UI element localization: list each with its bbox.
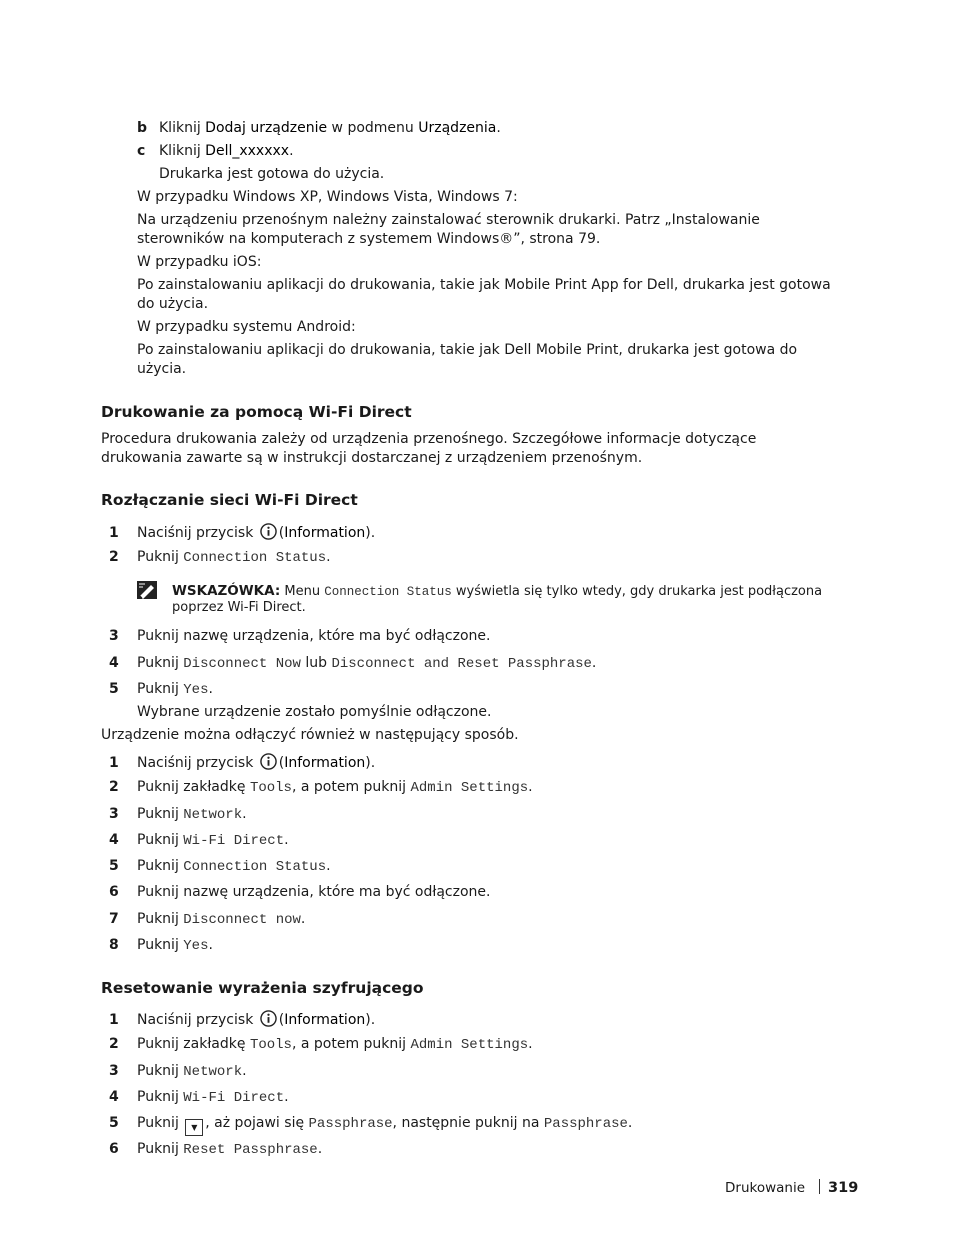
text: Puknij nazwę urządzenia, które ma być odłączone. — [137, 884, 491, 900]
alt-step-4 — [109, 832, 289, 849]
section1-text-line1: Procedura drukowania zależy od urządzenia przenośnego. Szczegółowe informacje dotyczące — [101, 431, 757, 447]
text: Puknij — [137, 832, 184, 848]
text: Puknij — [137, 937, 184, 953]
text: Puknij zakładkę — [137, 1036, 250, 1052]
section-title-reset: Resetowanie wyrażenia szyfrującego — [101, 979, 424, 997]
note-line1 — [172, 583, 822, 599]
text: , aż pojawi się — [205, 1115, 309, 1131]
step-2 — [109, 549, 331, 566]
text: lub — [300, 655, 332, 671]
step-number: 7 — [109, 911, 119, 927]
windows-heading: W przypadku Windows XP, Windows Vista, Windows 7: — [137, 189, 518, 205]
text: . — [300, 911, 306, 927]
down-arrow-icon: ▼ — [185, 1119, 203, 1136]
step-number: 5 — [109, 681, 119, 697]
step-1 — [109, 523, 375, 541]
text: . — [284, 832, 289, 848]
menu-item: Yes — [183, 938, 209, 954]
menu-item: Passphrase — [543, 1116, 628, 1132]
step-number: 3 — [109, 806, 119, 822]
menu-item: Disconnect and Reset Passphrase — [331, 656, 592, 672]
menu-item: Disconnect Now — [183, 656, 301, 672]
button-label: Information — [284, 1012, 366, 1028]
menu-item: Network — [183, 807, 243, 823]
text: Puknij — [137, 806, 184, 822]
text: Puknij zakładkę — [137, 779, 250, 795]
text: ( — [278, 525, 285, 541]
text: . — [289, 143, 294, 159]
reset-step-5 — [109, 1115, 632, 1136]
android-text-line1: Po zainstalowaniu aplikacji do drukowania, takie jak Dell Mobile Print, drukarka jest gotowa do — [137, 342, 798, 358]
text: Puknij — [137, 1141, 184, 1157]
text: Puknij — [137, 681, 184, 697]
text: . — [528, 779, 533, 795]
step-number: 6 — [109, 884, 119, 900]
text: Naciśnij przycisk — [137, 755, 258, 771]
menu-item: Connection Status — [183, 859, 327, 875]
menu-item: Connection Status — [324, 585, 452, 599]
text: , a potem puknij — [291, 779, 411, 795]
text: Puknij — [137, 1089, 184, 1105]
menu-item: Connection Status — [183, 550, 327, 566]
step-number: 2 — [109, 549, 119, 565]
text: . — [326, 858, 331, 874]
button-label: Information — [284, 755, 366, 771]
note-label: WSKAZÓWKA: — [172, 583, 281, 599]
text: . — [208, 937, 213, 953]
alt-step-8 — [109, 937, 213, 954]
reset-step-2 — [109, 1036, 533, 1053]
footer-divider — [819, 1179, 820, 1194]
page-number: 319 — [828, 1180, 859, 1196]
android-text-line2: użycia. — [137, 361, 187, 377]
step-number: 3 — [109, 628, 119, 644]
text: , a potem puknij — [291, 1036, 411, 1052]
tab-name: Tools — [249, 780, 292, 796]
text: . — [284, 1089, 289, 1105]
alt-step-5 — [109, 858, 331, 875]
text: . — [326, 549, 331, 565]
step-4 — [109, 655, 596, 672]
menu-label: Urządzenia — [418, 120, 497, 136]
tab-name: Tools — [249, 1037, 292, 1053]
step-number: 4 — [109, 1089, 119, 1105]
text: . — [317, 1141, 323, 1157]
step-number: 1 — [109, 1012, 119, 1028]
menu-item: Admin Settings — [410, 1037, 529, 1053]
menu-item: Wi-Fi Direct — [183, 1090, 285, 1106]
substep-b — [137, 120, 501, 136]
text: . — [528, 1036, 533, 1052]
step-number: 4 — [109, 655, 119, 671]
text: Puknij — [137, 858, 184, 874]
step-number: 2 — [109, 1036, 119, 1052]
section-title-printing: Drukowanie za pomocą Wi-Fi Direct — [101, 403, 412, 421]
reset-step-4 — [109, 1089, 289, 1106]
text: ( — [278, 755, 285, 771]
text: . — [242, 806, 247, 822]
menu-item: Wi-Fi Direct — [183, 833, 285, 849]
step-number: 1 — [109, 755, 119, 771]
reset-step-1 — [109, 1010, 375, 1028]
ready-text: Drukarka jest gotowa do użycia. — [159, 166, 385, 182]
ios-heading: W przypadku iOS: — [137, 254, 262, 270]
text: Puknij — [137, 655, 184, 671]
ios-text-line1: Po zainstalowaniu aplikacji do drukowania, takie jak Mobile Print App for Dell, drukarka jest gotowa — [137, 277, 831, 293]
alt-step-1 — [109, 753, 375, 771]
text: ( — [278, 1012, 285, 1028]
text: wyświetla się tylko wtedy, gdy drukarka jest podłączona — [451, 584, 823, 599]
text: . — [208, 681, 213, 697]
text: Naciśnij przycisk — [137, 525, 258, 541]
alt-step-3 — [109, 806, 247, 823]
information-icon — [260, 753, 277, 770]
step-number: 3 — [109, 1063, 119, 1079]
footer-section-name: Drukowanie — [725, 1180, 806, 1196]
substep-letter: b — [137, 120, 148, 136]
alt-step-2 — [109, 779, 533, 796]
android-heading: W przypadku systemu Android: — [137, 319, 356, 335]
text: Puknij nazwę urządzenia, które ma być odłączone. — [137, 628, 491, 644]
button-label: Information — [284, 525, 366, 541]
alt-step-6 — [109, 884, 490, 900]
windows-text-line2: sterowników na komputerach z systemem Windows®”, strona 79. — [137, 231, 601, 247]
device-name: Dell_xxxxxx — [205, 143, 290, 159]
text: ). — [365, 755, 376, 771]
substep-c — [137, 143, 294, 159]
substep-letter: c — [137, 143, 146, 159]
text: Kliknij — [159, 120, 206, 136]
alt-step-7 — [109, 911, 305, 928]
text: ). — [365, 525, 376, 541]
ios-text-line2: do użycia. — [137, 296, 209, 312]
step-3 — [109, 628, 490, 644]
note-pencil-icon — [137, 581, 157, 599]
menu-item: Disconnect now — [183, 912, 301, 928]
step-number: 5 — [109, 1115, 119, 1131]
step-number: 5 — [109, 858, 119, 874]
section-title-disconnect: Rozłączanie sieci Wi-Fi Direct — [101, 491, 358, 509]
text: . — [496, 120, 501, 136]
text: . — [591, 655, 597, 671]
step-number: 2 — [109, 779, 119, 795]
menu-item: Reset Passphrase — [183, 1142, 318, 1158]
section1-text-line2: drukowania zawarte są w instrukcji dostarczanej z urządzeniem przenośnym. — [101, 450, 643, 466]
text: w podmenu — [327, 120, 419, 136]
text: Puknij — [137, 1115, 184, 1131]
information-icon — [260, 523, 277, 540]
text: ). — [365, 1012, 376, 1028]
note-line2: poprzez Wi-Fi Direct. — [172, 600, 306, 615]
text: . — [627, 1115, 633, 1131]
information-icon — [260, 1010, 277, 1027]
done-text: Wybrane urządzenie zostało pomyślnie odłączone. — [137, 704, 492, 720]
text: Puknij — [137, 911, 184, 927]
page-footer — [725, 1179, 858, 1196]
step-5 — [109, 681, 213, 698]
step-number: 1 — [109, 525, 119, 541]
text: Kliknij — [159, 143, 206, 159]
text: , następnie puknij na — [392, 1115, 544, 1131]
text: . — [242, 1063, 247, 1079]
reset-step-3 — [109, 1063, 247, 1080]
menu-item: Admin Settings — [410, 780, 529, 796]
text: Naciśnij przycisk — [137, 1012, 258, 1028]
step-number: 4 — [109, 832, 119, 848]
windows-text-line1: Na urządzeniu przenośnym należny zainstalować sterownik drukarki. Patrz „Instalowanie — [137, 212, 760, 228]
step-number: 8 — [109, 937, 119, 953]
reset-step-6 — [109, 1141, 322, 1158]
step-number: 6 — [109, 1141, 119, 1157]
text: Puknij — [137, 1063, 184, 1079]
text: Menu — [280, 584, 325, 599]
alternative-text: Urządzenie można odłączyć również w następujący sposób. — [101, 727, 519, 743]
menu-label: Dodaj urządzenie — [205, 120, 328, 136]
menu-item: Passphrase — [308, 1116, 393, 1132]
text: Puknij — [137, 549, 184, 565]
menu-item: Yes — [183, 682, 209, 698]
menu-item: Network — [183, 1064, 243, 1080]
